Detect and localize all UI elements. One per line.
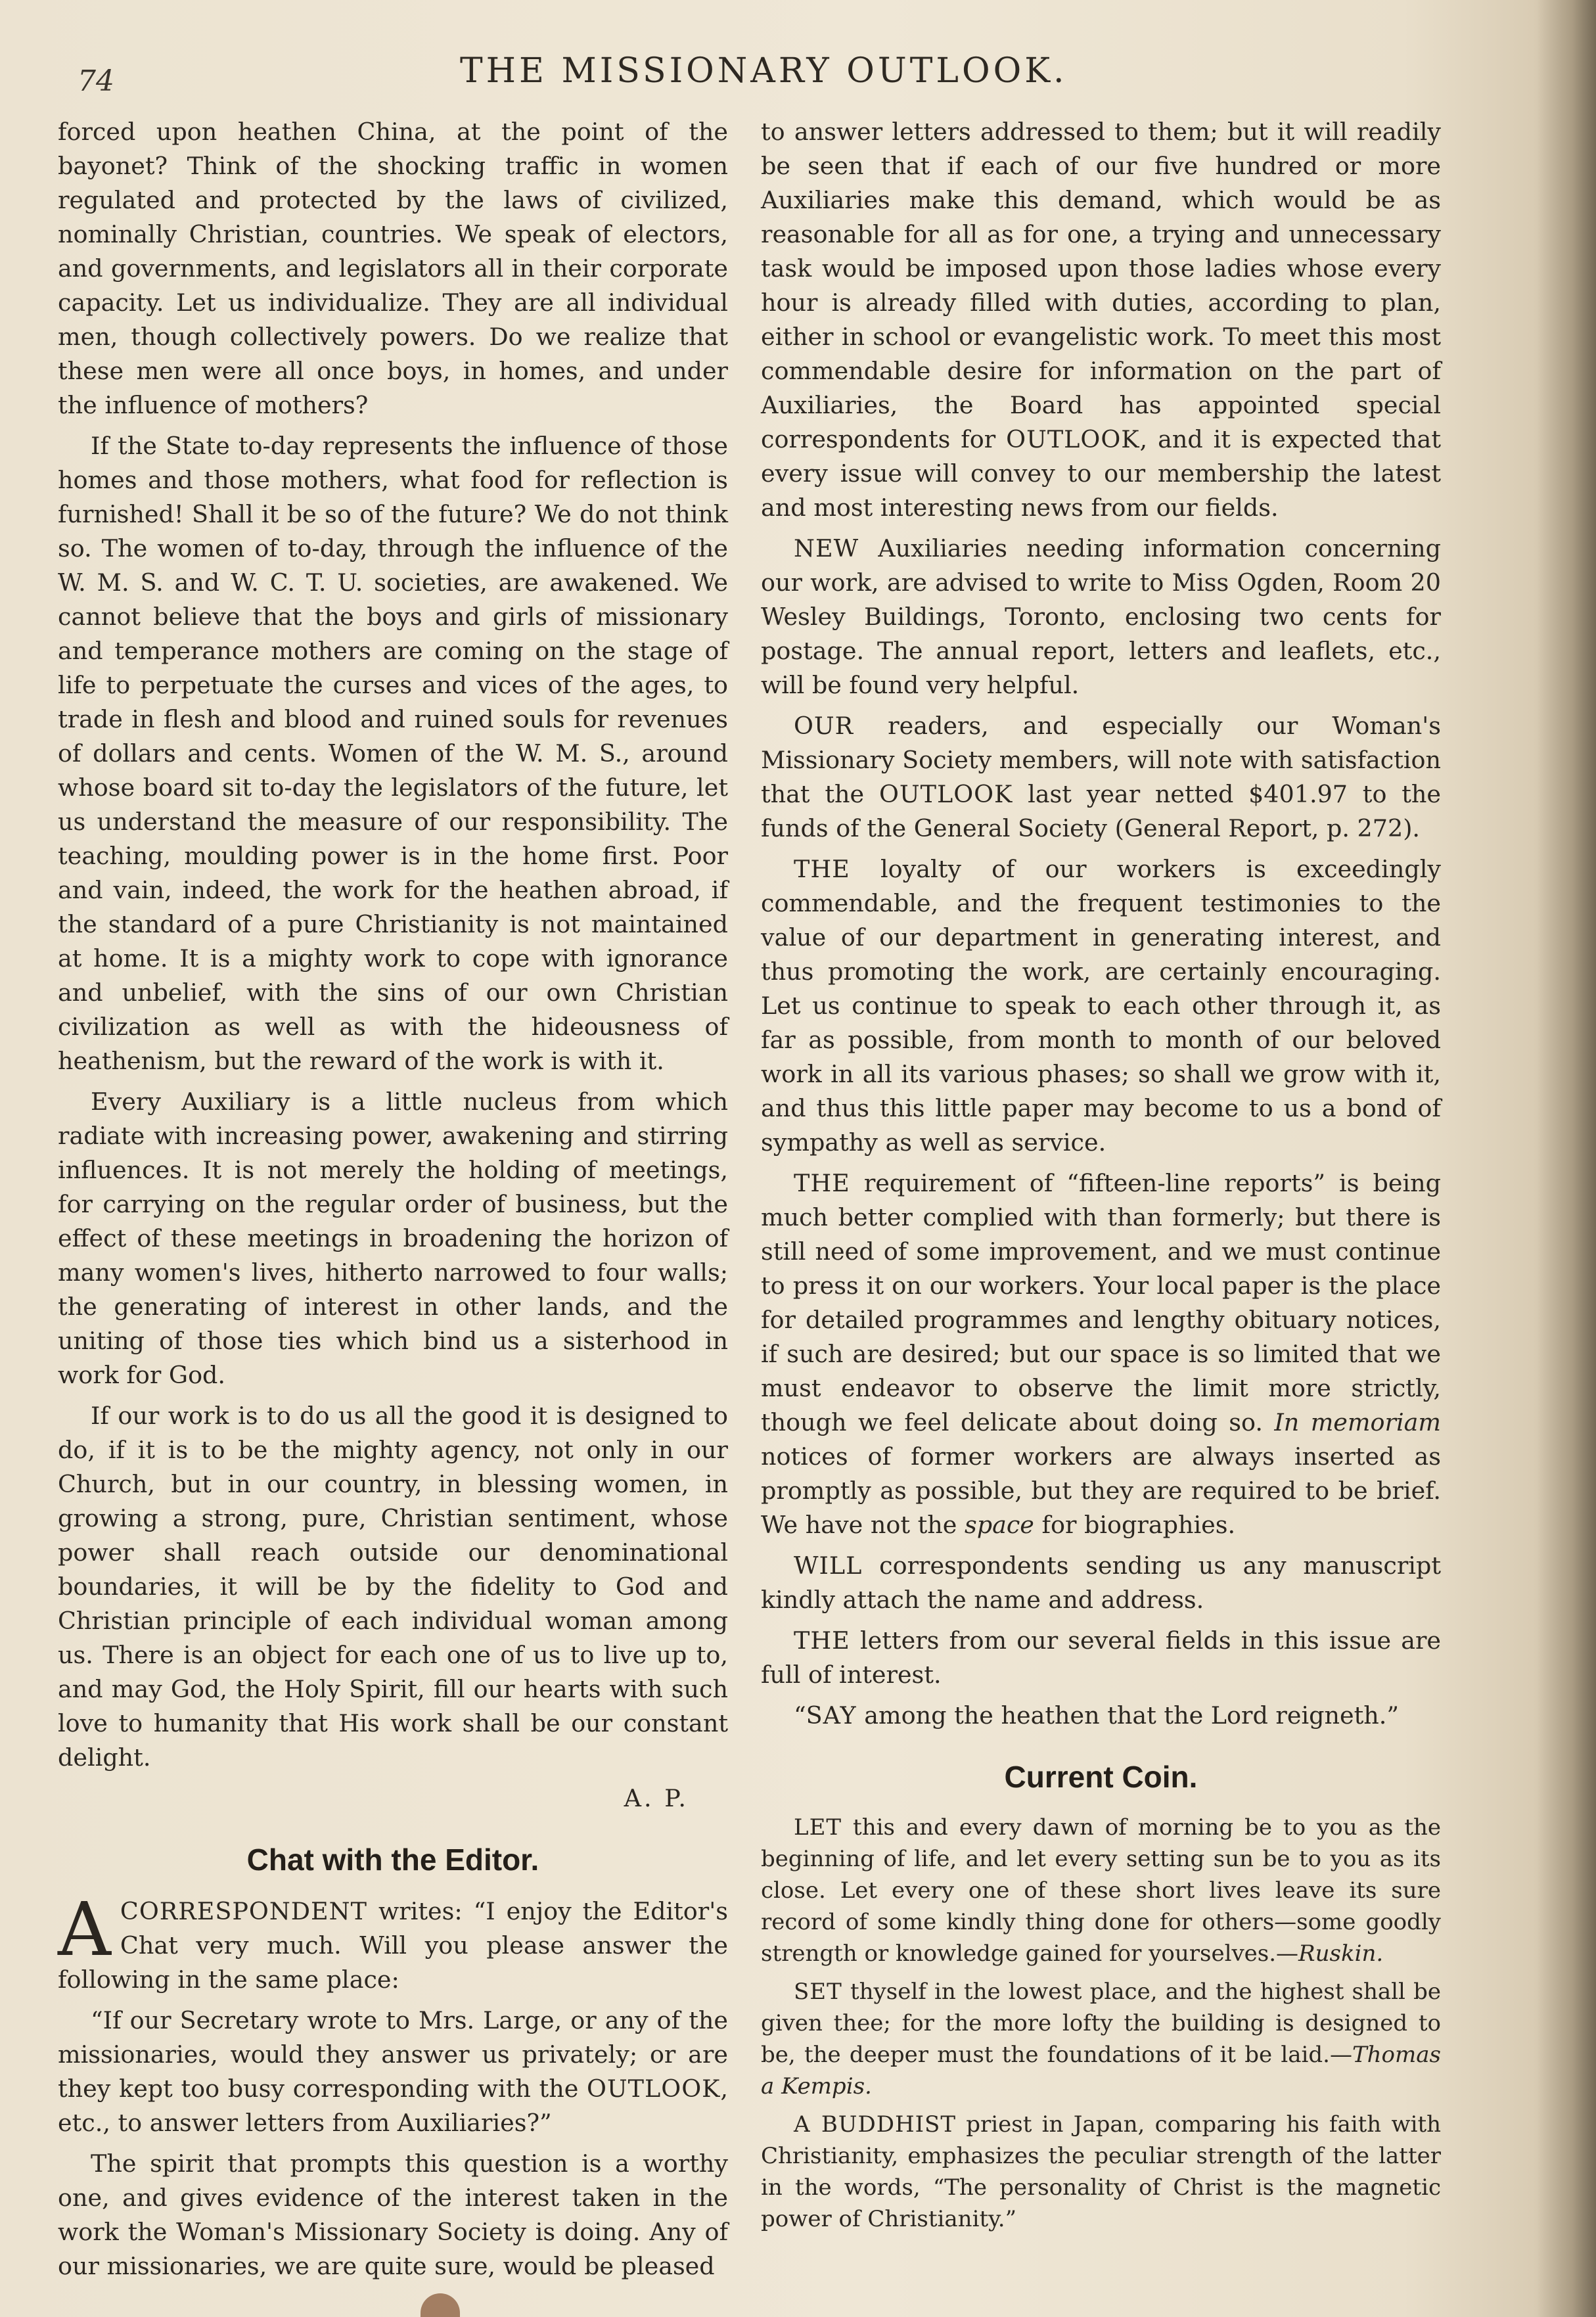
editorial-paragraph — [761, 709, 1441, 846]
editorial-text: last year netted $401.97 to the funds of the General Society (General Report, p. 272). — [761, 780, 1441, 842]
smallcaps-lead: CORRESPONDENT — [120, 1897, 367, 1925]
quote-mark: “ — [794, 1701, 806, 1730]
article-signature: A. P. — [624, 1784, 689, 1812]
chat-quote-text: “If our Secretary wrote to Mrs. Large, or any of the missionaries, would they answer us privately; or are they kept too busy corresponding with the — [58, 2006, 728, 2103]
article-paragraph: If the State to-day represents the influence of those homes and those mothers, what food for reflection is furnished! Shall it be so of the future? We do not think so. The women of to-day, through the influence of the W. M. S. and W. C. T. U. societies, are awakened. We cannot believe that the boys and girls of missionary and temperance mothers are coming on the stage of life to perpetuate the curses and vices of the ages, to trade in flesh and blood and ruined souls for revenues of dollars and cents. Women of the W. M. S., around whose board sit to-day the legislators of the future, let us understand the measure of our responsibility. The teaching, moulding power is in the home first. Poor and vain, indeed, the work for the heathen abroad, if the standard of a pure Christianity is not maintained at home. It is a mighty work to cope with ignorance and unbelief, with the sins of our own Christian civilization as well as with the hideousness of heathenism, but the reward of the work is with it. — [58, 432, 728, 1075]
editorial-text: to answer letters addressed to them; but it will readily be seen that if each of our five hundred or more Auxiliaries make this demand, which would be as reasonable for all as for one, a trying and unnecessary task would be imposed upon those ladies whose every hour is already filled with duties, according to plan, either in school or evangelistic work. To meet this most commendable desire for information on the part of Auxiliaries, the Board has appointed special correspondents for — [761, 118, 1441, 453]
smallcaps-lead: WILL — [794, 1551, 863, 1580]
editorial-text: correspondents sending us any manuscript kindly attach the name and address. — [761, 1551, 1441, 1614]
coin-heading: Current Coin. — [1004, 1760, 1198, 1794]
editorial-paragraph — [761, 1166, 1441, 1542]
editorial-paragraph — [761, 1549, 1441, 1617]
smallcaps-lead: SET — [794, 1979, 842, 2005]
smallcaps-lead: LET — [794, 1814, 842, 1841]
outlook-smallcaps: OUTLOOK — [1006, 425, 1140, 453]
editorial-text: for biographies. — [1034, 1511, 1236, 1539]
editorial-text: Auxiliaries needing information concerning our work, are advised to write to Miss Ogden, Room 20 Wesley Buildings, Toronto, enclosing two cents for postage. The annual report, letters and leaflets, etc., will be found very helpful. — [761, 534, 1441, 699]
editorial-text: notices of former workers are always inserted as promptly as possible, but they are required to be brief. We have not the — [761, 1442, 1441, 1539]
smallcaps-lead: THE — [794, 1626, 850, 1655]
editorial-text: letters from our several fields in this issue are full of interest. — [761, 1626, 1441, 1689]
editorial-text: readers, and especially our Woman's Missionary Society members, will note with satisfaction that the — [761, 712, 1441, 808]
coin-paragraph — [761, 1976, 1441, 2102]
attribution: Thomas a Kempis. — [761, 2042, 1441, 2099]
drop-cap: A — [58, 1887, 111, 1973]
editorial-paragraph — [761, 532, 1441, 702]
coin-text: this and every dawn of morning be to you as the beginning of life, and let every setting sun be to you as its close. Let every one of these short lives leave its sure record of some kindly thing done for others—some goodly strength or knowledge gained for yourselves.— — [761, 1814, 1441, 1967]
outlook-smallcaps: OUTLOOK — [878, 780, 1013, 808]
smallcaps-lead: THE — [794, 1169, 850, 1197]
chat-quote-text: , etc., to answer letters from Auxiliaries?” — [58, 2075, 728, 2137]
smallcaps-lead: NEW — [794, 534, 859, 562]
italic-text: In memoriam — [1274, 1408, 1441, 1436]
chat-paragraph — [58, 1887, 728, 1997]
editorial-paragraph — [761, 115, 1441, 525]
binding-shadow — [1537, 0, 1596, 2317]
chat-heading: Chat with the Editor. — [246, 1843, 539, 1877]
chat-quote-paragraph — [58, 2004, 728, 2140]
chat-text: writes: “I enjoy the Editor's Chat very much. Will you please answer the following in the same place: — [58, 1897, 728, 1994]
coin-text: thyself in the lowest place, and the highest shall be given thee; for the more lofty the building is designed to be, the deeper must the foundations of it be laid.— — [761, 1979, 1441, 2068]
current-coin-section — [761, 1812, 1441, 2235]
outlook-smallcaps: OUTLOOK — [587, 2075, 721, 2103]
coin-paragraph — [761, 1812, 1441, 1969]
attribution: Ruskin. — [1298, 1940, 1384, 1967]
editorial-text: , and it is expected that every issue will convey to our membership the latest and most interesting news from our fields. — [761, 425, 1441, 522]
coin-paragraph — [761, 2109, 1441, 2235]
coin-text: priest in Japan, comparing his faith with Christianity, emphasizes the peculiar strength of the latter in the words, “The personality of Christ is the magnetic power of Christianity.” — [761, 2111, 1442, 2232]
italic-text: space — [964, 1511, 1034, 1539]
smallcaps-lead: THE — [794, 855, 850, 883]
editorial-text: loyalty of our workers is exceedingly commendable, and the frequent testimonies to the value of our department in generating interest, and thus promoting the work, are certainly encouraging. Let us continue to speak to each other through it, as far as possible, from month to month of our beloved work in all its various phases; so shall we grow with it, and thus this little paper may become to us a bond of sympathy as well as service. — [761, 855, 1441, 1157]
page-number: 74 — [78, 64, 114, 98]
left-column — [58, 115, 728, 2290]
right-column — [761, 115, 1441, 2241]
ornament-mark — [421, 2293, 460, 2317]
running-head: THE MISSIONARY OUTLOOK. — [460, 51, 1068, 91]
smallcaps-lead: A BUDDHIST — [794, 2111, 957, 2138]
article-paragraph: If our work is to do us all the good it is designed to do, if it is to be the mighty agency, not only in our Church, but in our country, in blessing women, in growing a strong, pure, Christian sentiment, whose power shall reach outside our denominational boundaries, it will be by the fidelity to God and Christian principle of each individual woman among us. There is an object for each one of us to live up to, and may God, the Holy Spirit, fill our hearts with such love to humanity that His work shall be our constant delight. — [58, 1402, 728, 1772]
editorial-paragraph — [761, 1624, 1441, 1692]
smallcaps-lead: SAY — [806, 1701, 857, 1730]
article-paragraph: forced upon heathen China, at the point of the bayonet? Think of the shocking traffic in women regulated and protected by the laws of civilized, nominally Christian, countries. We speak of electors, and governments, and legislators all in their corporate capacity. Let us individualize. They are all individual men, though collectively powers. Do we realize that these men were all once boys, in homes, and under the influence of mothers? — [58, 118, 728, 419]
chat-paragraph: The spirit that prompts this question is a worthy one, and gives evidence of the interest taken in the work the Woman's Missionary Society is doing. Any of our missionaries, we are quite sure, would be pleased — [58, 2149, 728, 2280]
editorial-paragraph — [761, 1699, 1441, 1733]
smallcaps-lead: OUR — [794, 712, 854, 740]
editorial-paragraph — [761, 852, 1441, 1160]
editorial-text: among the heathen that the Lord reigneth.” — [856, 1701, 1400, 1730]
editorial-text: requirement of “fifteen-line reports” is being much better complied with than formerly; but there is still need of some improvement, and we must continue to press it on our workers. Your local paper is the place for detailed programmes and lengthy obituary notices, if such are desired; but our space is so limited that we must endeavor to observe the limit more strictly, though we feel delicate about doing so. — [761, 1169, 1441, 1436]
article-paragraph: Every Auxiliary is a little nucleus from which radiate with increasing power, awakening and stirring influences. It is not merely the holding of meetings, for carrying on the regular order of business, but the effect of these meetings in broadening the horizon of many women's lives, hitherto narrowed to four walls; the generating of interest in other lands, and the uniting of those ties which bind us a sisterhood in work for God. — [58, 1088, 728, 1389]
